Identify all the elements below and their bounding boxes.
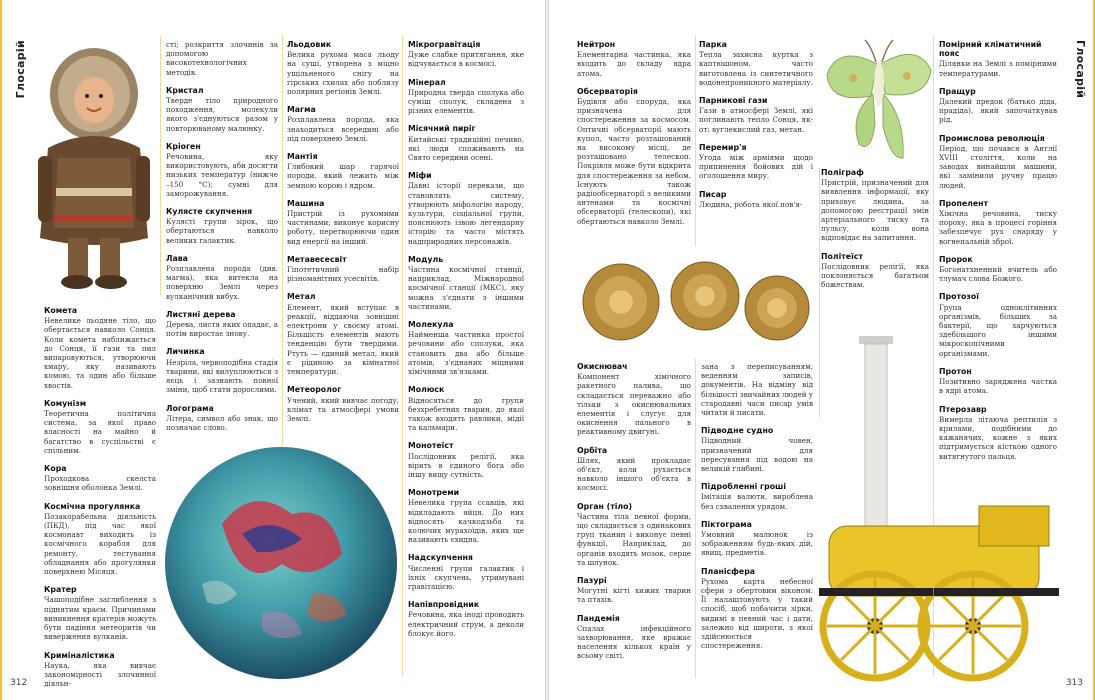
glossary-term: Писар <box>699 189 727 199</box>
glossary-definition: Невелике льодяне тіло, що обертається навколо Сонця. Коли комета наближається до Сонця, її гази та пил випаровуються, утворюючи хмару, яку називають комою, та один або більше хвостів. <box>44 316 156 390</box>
glossary-definition: Відносяться до групи безхребетних тварин, до якої також входять равлики, мідії та кальмари. <box>408 395 524 433</box>
glossary-entry <box>577 362 691 437</box>
glossary-entry <box>939 255 1057 284</box>
glossary-definition: Розплавлена порода, яка знаходиться всередині або під поверхнею Землі. <box>287 115 399 143</box>
glossary-definition: Імітація валюти, вироблена без схвалення урядом. <box>701 492 813 511</box>
glossary-definition: Гіпотетичний набір різноманітних усесвітів. <box>287 265 399 284</box>
glossary-definition: Глибокий шар гарячої породи, який лежить між земною корою і ядром. <box>287 162 399 190</box>
glossary-entry <box>166 40 278 77</box>
glossary-definition: Послідовник релігії, яка вірить в єдиного бога або іншу вищу сутність. <box>408 451 524 479</box>
glossary-definition: Будівля або споруда, яка призначена для спостереження за космосом. Оптичні обсерваторії мають купол, часто розташований на високому місці, де розташовано телескоп. Покрівля може бути відкрита для спостереження за небом. Існують також радіообсерваторії з великими антенами та космічні обсерваторії (телескопи), які обертаються навколо Землі. <box>577 97 691 226</box>
glossary-definition: Учений, який вивчає погоду, клімат та атмосфері умови Землі. <box>287 395 399 423</box>
glossary-definition: Чашоподібне заглиблення з піднятим краєм. Причинами виникнення кратерів можуть бути падіння метеоритів чи виверження вулканів. <box>44 595 156 642</box>
glossary-entry <box>701 362 813 417</box>
glossary-term: Метеоролог <box>287 385 342 395</box>
glossary-entry <box>287 292 399 376</box>
glossary-term: Міфи <box>408 171 432 181</box>
glossary-entry <box>166 207 278 245</box>
glossary-term: Підводне судно <box>701 426 774 436</box>
glossary-entry <box>699 190 813 209</box>
glossary-column <box>701 362 813 659</box>
glossary-entry <box>408 385 524 432</box>
glossary-definition: Могутні кігті хижих тварин та птахів. <box>577 586 691 605</box>
glossary-column <box>939 40 1057 470</box>
glossary-term: Окиснювач <box>577 362 628 371</box>
glossary-entry <box>699 40 813 87</box>
glossary-term: Планісфера <box>701 566 756 576</box>
glossary-term: Пазурі <box>577 576 607 586</box>
glossary-entry <box>701 426 813 473</box>
glossary-entry <box>166 310 278 339</box>
glossary-entry <box>287 385 399 423</box>
glossary-term: Логограма <box>166 403 214 413</box>
glossary-term: Промислова революція <box>939 133 1045 143</box>
glossary-term: Парникові гази <box>699 96 768 106</box>
column-rule <box>695 36 696 246</box>
left-page <box>0 0 545 700</box>
glossary-entry <box>166 142 278 198</box>
glossary-entry <box>408 441 524 479</box>
glossary-definition: Речовина, яка іноді проводить електричний струм, а деколи блокує його. <box>408 610 524 638</box>
glossary-term: Машина <box>287 198 325 208</box>
glossary-definition: сті; розкриття злочинів за допомогою високотехнологічних методів. <box>166 40 278 77</box>
glossary-column <box>821 168 929 298</box>
glossary-entry <box>166 254 278 301</box>
glossary-entry <box>408 255 524 311</box>
luna-moth-illustration <box>819 34 937 164</box>
glossary-definition: Проходкова скелста зовнішня оболонка Землі. <box>44 474 156 493</box>
glossary-entry <box>44 399 156 455</box>
glossary-definition: Тверде тіло природного походження, молекули якого з'єднуються разом у повторюваному малюнку. <box>166 96 278 133</box>
glossary-term: Парка <box>699 40 727 49</box>
glossary-entry <box>44 306 156 390</box>
glossary-entry <box>701 520 813 558</box>
glossary-term: Протозої <box>939 292 979 302</box>
glossary-term: Птерозавр <box>939 404 987 414</box>
glossary-definition: Пристрій із рухомими частинами; виконує корисну роботу, перетворюючи один вид енергії на інший. <box>287 209 399 246</box>
glossary-term: Надскупчення <box>408 553 473 563</box>
glossary-term: Личинка <box>166 347 205 357</box>
column-rule <box>695 358 696 678</box>
glossary-term: Кора <box>44 464 67 474</box>
glossary-entry <box>821 168 929 243</box>
glossary-term: Орбіта <box>577 445 608 455</box>
glossary-term: Кратер <box>44 585 77 595</box>
glossary-term: Кріоген <box>166 141 201 151</box>
glossary-entry <box>699 96 813 134</box>
glossary-definition: Розплавлена порода (див. магма), яка витекла на поверхню Землі через вулканічний вибух. <box>166 264 278 301</box>
glossary-term: Кулясте скупчення <box>166 207 253 217</box>
glossary-entry <box>577 614 691 661</box>
glossary-term: Мікрогравітація <box>408 40 481 49</box>
glossary-definition: Літера, символ або знак, що позначає слово. <box>166 413 278 432</box>
glossary-entry <box>44 502 156 577</box>
glossary-entry <box>287 40 399 96</box>
glossary-term: Метал <box>287 292 316 302</box>
glossary-definition: Тепла захисна куртка з каптюшоном, часто виготовлена із синтетичного водонепроникного матеріалу. <box>699 50 813 87</box>
glossary-definition: Дерева, листя яких опадає, а потім виростає знову. <box>166 320 278 339</box>
glossary-term: Помірний кліматичний пояс <box>939 40 1042 59</box>
glossary-definition: Позакорабельна діяльність (ПКД), під час якої космонавт виходить із космічного корабля для ремонту, тестування обладнання або прогулянки поверхнею Місяця. <box>44 511 156 577</box>
glossary-entry <box>408 78 524 116</box>
glossary-entry <box>577 87 691 226</box>
glossary-entry <box>166 347 278 394</box>
glossary-term: Місячний пиріг <box>408 124 476 134</box>
glossary-entry <box>939 199 1057 246</box>
column-rule <box>402 36 403 676</box>
glossary-entry <box>408 488 524 544</box>
glossary-term: Монотреми <box>408 488 460 498</box>
glossary-definition: Богонатхненний вчитель або тлумач слова Божого. <box>939 265 1057 284</box>
glossary-entry <box>408 40 524 69</box>
glossary-term: Піктограма <box>701 519 752 529</box>
glossary-term: Протон <box>939 366 972 376</box>
glossary-entry <box>44 464 156 493</box>
glossary-definition: Численні групи галактик і їхніх скупчень, утримувані гравітацією. <box>408 563 524 591</box>
glossary-definition: Китайські традиційні печиво, які люди споживають на Свято середини осені. <box>408 134 524 163</box>
glossary-term: Нейтрон <box>577 40 616 49</box>
glossary-definition: Найменша частинка простої речовини або сполуки, яка становить два або більше атомів, з'єднаних міцними хімічними зв'язками. <box>408 330 524 377</box>
glossary-term: Криміналістика <box>44 650 115 660</box>
glossary-term: Комета <box>44 306 78 315</box>
glossary-column <box>287 40 399 432</box>
page-edge-accent <box>0 0 2 700</box>
right-page <box>549 0 1095 700</box>
glossary-term: Орган (тіло) <box>577 501 633 511</box>
glossary-term: Модуль <box>408 254 444 264</box>
glossary-definition: Спалах інфекційного захворювання, яке вражає населення кількох країн у всьому світі. <box>577 623 691 661</box>
glossary-definition: Частина космічної станції, наприклад, Міжнародної космічної станції (МКС), яку можна з'єднати з іншими частинами. <box>408 265 524 311</box>
section-label: Глосарій <box>1074 40 1087 99</box>
glossary-entry <box>939 367 1057 396</box>
glossary-entry <box>166 86 278 133</box>
glossary-definition: Давні історії перекази, що становлять систему, утворюють міфологію народу, культури, соціальної групи, пояснюють ізвою легендарну історію та часто містять надприродних персонажів. <box>408 181 524 246</box>
page-number: 312 <box>10 678 28 688</box>
section-label: Глосарій <box>14 40 27 99</box>
glossary-entry <box>408 124 524 162</box>
child-in-parka-illustration <box>30 38 160 296</box>
glossary-definition: Період, що почався в Англії XVIII століття, коли на заводах винайшли машини, які замінили ручну працю людей. <box>939 143 1057 190</box>
glossary-term: Мантія <box>287 152 318 162</box>
glossary-definition: Гази в атмосфері Землі, які поглинають тепло Сонця, як-от: вуглекислий газ, метан. <box>699 106 813 134</box>
glossary-entry <box>821 252 929 290</box>
glossary-term: Комунізм <box>44 398 87 408</box>
glossary-term: Лава <box>166 253 188 263</box>
glossary-term: Підробленні гроші <box>701 482 787 492</box>
glossary-entry <box>287 105 399 143</box>
column-rule <box>819 168 820 418</box>
glossary-definition: Позитивно заряджена частка в ядрі атома. <box>939 377 1057 396</box>
glossary-definition: Елементарна частинка, яка входить до складу ядра атома. <box>577 50 691 78</box>
glossary-entry <box>577 502 691 567</box>
glossary-term: Молекула <box>408 320 454 330</box>
glossary-definition: Теоретична політична система, за якої право власності на майно й багатство в суспільстві є спільним. <box>44 409 156 455</box>
glossary-definition: Ділянки на Землі з помірними температурами. <box>939 59 1057 78</box>
glossary-term: Перемир'я <box>699 142 747 152</box>
gears-illustration <box>577 254 823 350</box>
glossary-entry <box>701 567 813 651</box>
glossary-entry <box>577 576 691 605</box>
glossary-term: Льодовик <box>287 40 332 49</box>
glossary-entry <box>287 152 399 190</box>
glossary-definition: Велика рухома маса льоду на суші, утворена з міцно ущільненого снігу на гірських схилах або поблизу полярних регіонів Землі. <box>287 50 399 97</box>
glossary-term: Космічна прогулянка <box>44 501 141 511</box>
glossary-term: Молюск <box>408 385 445 395</box>
glossary-entry <box>44 585 156 641</box>
glossary-entry <box>408 553 524 591</box>
glossary-definition: Далекий предок (батько діда, прадіда), який започаткував рід. <box>939 97 1057 125</box>
glossary-definition: Послідовник релігії, яка поклоняється багатьом божествам. <box>821 261 929 290</box>
glossary-term: Мінерал <box>408 77 446 87</box>
glossary-definition: Умовний малюнок із зображенням будь-яких дій, явищ, предметів. <box>701 530 813 558</box>
glossary-definition: Елемент, який вступає в реакції, віддаючи зовнішні електрони у своєму атомі. Більшість елементів мають тенденцію бути твердими. Ртуть — єдиний метал, який є рідиною за кімнатної температури. <box>287 302 399 377</box>
glossary-definition: Підводний човен, призначений для пересування під водою на великій глибині. <box>701 436 813 474</box>
glossary-definition: Угода між арміями щодо припинення бойових дій і оголошення миру. <box>699 153 813 181</box>
glossary-term: Метавесесвіт <box>287 254 347 264</box>
glossary-definition: Невелика група ссавців, які відкладають яйця. До них відносять качкодзьба та колючих мурахоїдів, яких ще називають єхидна. <box>408 498 524 545</box>
glossary-term: Пророк <box>939 254 973 264</box>
glossary-definition: Група одноклітинних організмів, більших за бактерії, що харчуються здебільшого іншими мікроскопічними організмами. <box>939 302 1057 358</box>
glossary-definition: Рухома карта небесної сфери з обертовим віконом. Її налаштовують у такий спосіб, щоб побачити зірки, видимі в певний час і дати, залежно від широти, з якої здійснюється спостереження. <box>701 576 813 651</box>
glossary-column <box>699 40 813 218</box>
glossary-definition: Хімічна речовина, тиску пороху, яка в процесі горіння забезпечує рух снаряду у вогнепальній зброї. <box>939 209 1057 246</box>
glossary-column <box>577 40 691 235</box>
page-number: 313 <box>1065 678 1083 688</box>
column-rule <box>933 36 934 676</box>
column-rule <box>282 36 283 446</box>
glossary-definition: Речовина, яку використовують, аби досягти низьких температур (нижче –150 °C); сумні для заморожування. <box>166 152 278 198</box>
glossary-definition: Частина тіла певної форми, що складається з одинакових груп тканин і виконує певні функції. Наприклад, до органів входять мозок, серце та шлунок. <box>577 511 691 567</box>
glossary-entry <box>939 87 1057 125</box>
glossary-column <box>577 362 691 670</box>
glossary-definition: Пристрій, призначений для виявлення інформації, яку приховує людина, за допомогою реєстрації змін артеріального тиску та пульсу, коли вона відповідає на запитання. <box>821 178 929 243</box>
glossary-term: Поліграф <box>821 168 864 177</box>
glossary-term: Магма <box>287 105 316 115</box>
glossary-term: Кристал <box>166 85 204 95</box>
glossary-entry <box>408 171 524 246</box>
glossary-term: Пращур <box>939 86 976 96</box>
glossary-definition: Компонент хімічного ракетного палива, що складається переважно або тільки з окиснювальних елементів і слугує для окиснення пального в реактивному двигуні. <box>577 372 691 437</box>
glossary-column <box>44 306 156 697</box>
glossary-definition: Дуже слабке притягання, яке відчувається в космосі. <box>408 50 524 69</box>
glossary-definition: Кулясті групи зірок, що обертаються навколо великих галактик. <box>166 217 278 245</box>
glossary-entry <box>939 134 1057 190</box>
glossary-definition: Вимерла літаюча рептилія з крилами, подібними до кажанячих, кожне з яких підтримується кісткою одного витягнутого пальця. <box>939 414 1057 461</box>
glossary-entry <box>408 600 524 638</box>
glossary-definition: Шлях, який прокладає об'єкт, коли рухається навколо іншого об'єкта в космосі. <box>577 455 691 493</box>
planet-illustration <box>162 444 400 682</box>
glossary-column <box>166 40 278 441</box>
glossary-term: Напівпровідник <box>408 600 480 610</box>
glossary-definition: Незріла, червоподібна стадія тварини, які вилуплюються з яєць і зазнають повної зміни, щоб стати дорослими. <box>166 357 278 395</box>
glossary-entry <box>287 255 399 284</box>
glossary-entry <box>577 40 691 78</box>
glossary-entry <box>577 446 691 493</box>
glossary-term: Монотеїст <box>408 441 454 451</box>
glossary-entry <box>44 651 156 689</box>
glossary-entry <box>939 405 1057 461</box>
glossary-term: Обсерваторія <box>577 86 638 96</box>
glossary-definition: Наука, яка вивчає закономірності злочинної діяльн- <box>44 660 156 689</box>
glossary-entry <box>287 199 399 246</box>
glossary-entry <box>699 143 813 181</box>
glossary-term: Листяні дерева <box>166 309 236 319</box>
glossary-entry <box>939 292 1057 357</box>
glossary-entry <box>166 404 278 433</box>
glossary-entry <box>939 40 1057 78</box>
glossary-column <box>408 40 524 647</box>
glossary-definition: зана з переписуванням, веденням записів, документів. На відміну від більшості звичайних людей у стародавні часи писар умів читати й писати. <box>701 362 814 418</box>
column-rule <box>160 36 161 296</box>
glossary-definition: Природна тверда сполука або суміш сполук, складена з різних елементів. <box>408 87 524 116</box>
glossary-term: Пропелент <box>939 198 989 208</box>
glossary-definition: Людина, робота якої пов'я- <box>699 199 803 209</box>
glossary-term: Політеїст <box>821 251 863 261</box>
glossary-entry <box>701 482 813 511</box>
glossary-entry <box>408 320 524 376</box>
glossary-term: Пандемія <box>577 613 620 623</box>
